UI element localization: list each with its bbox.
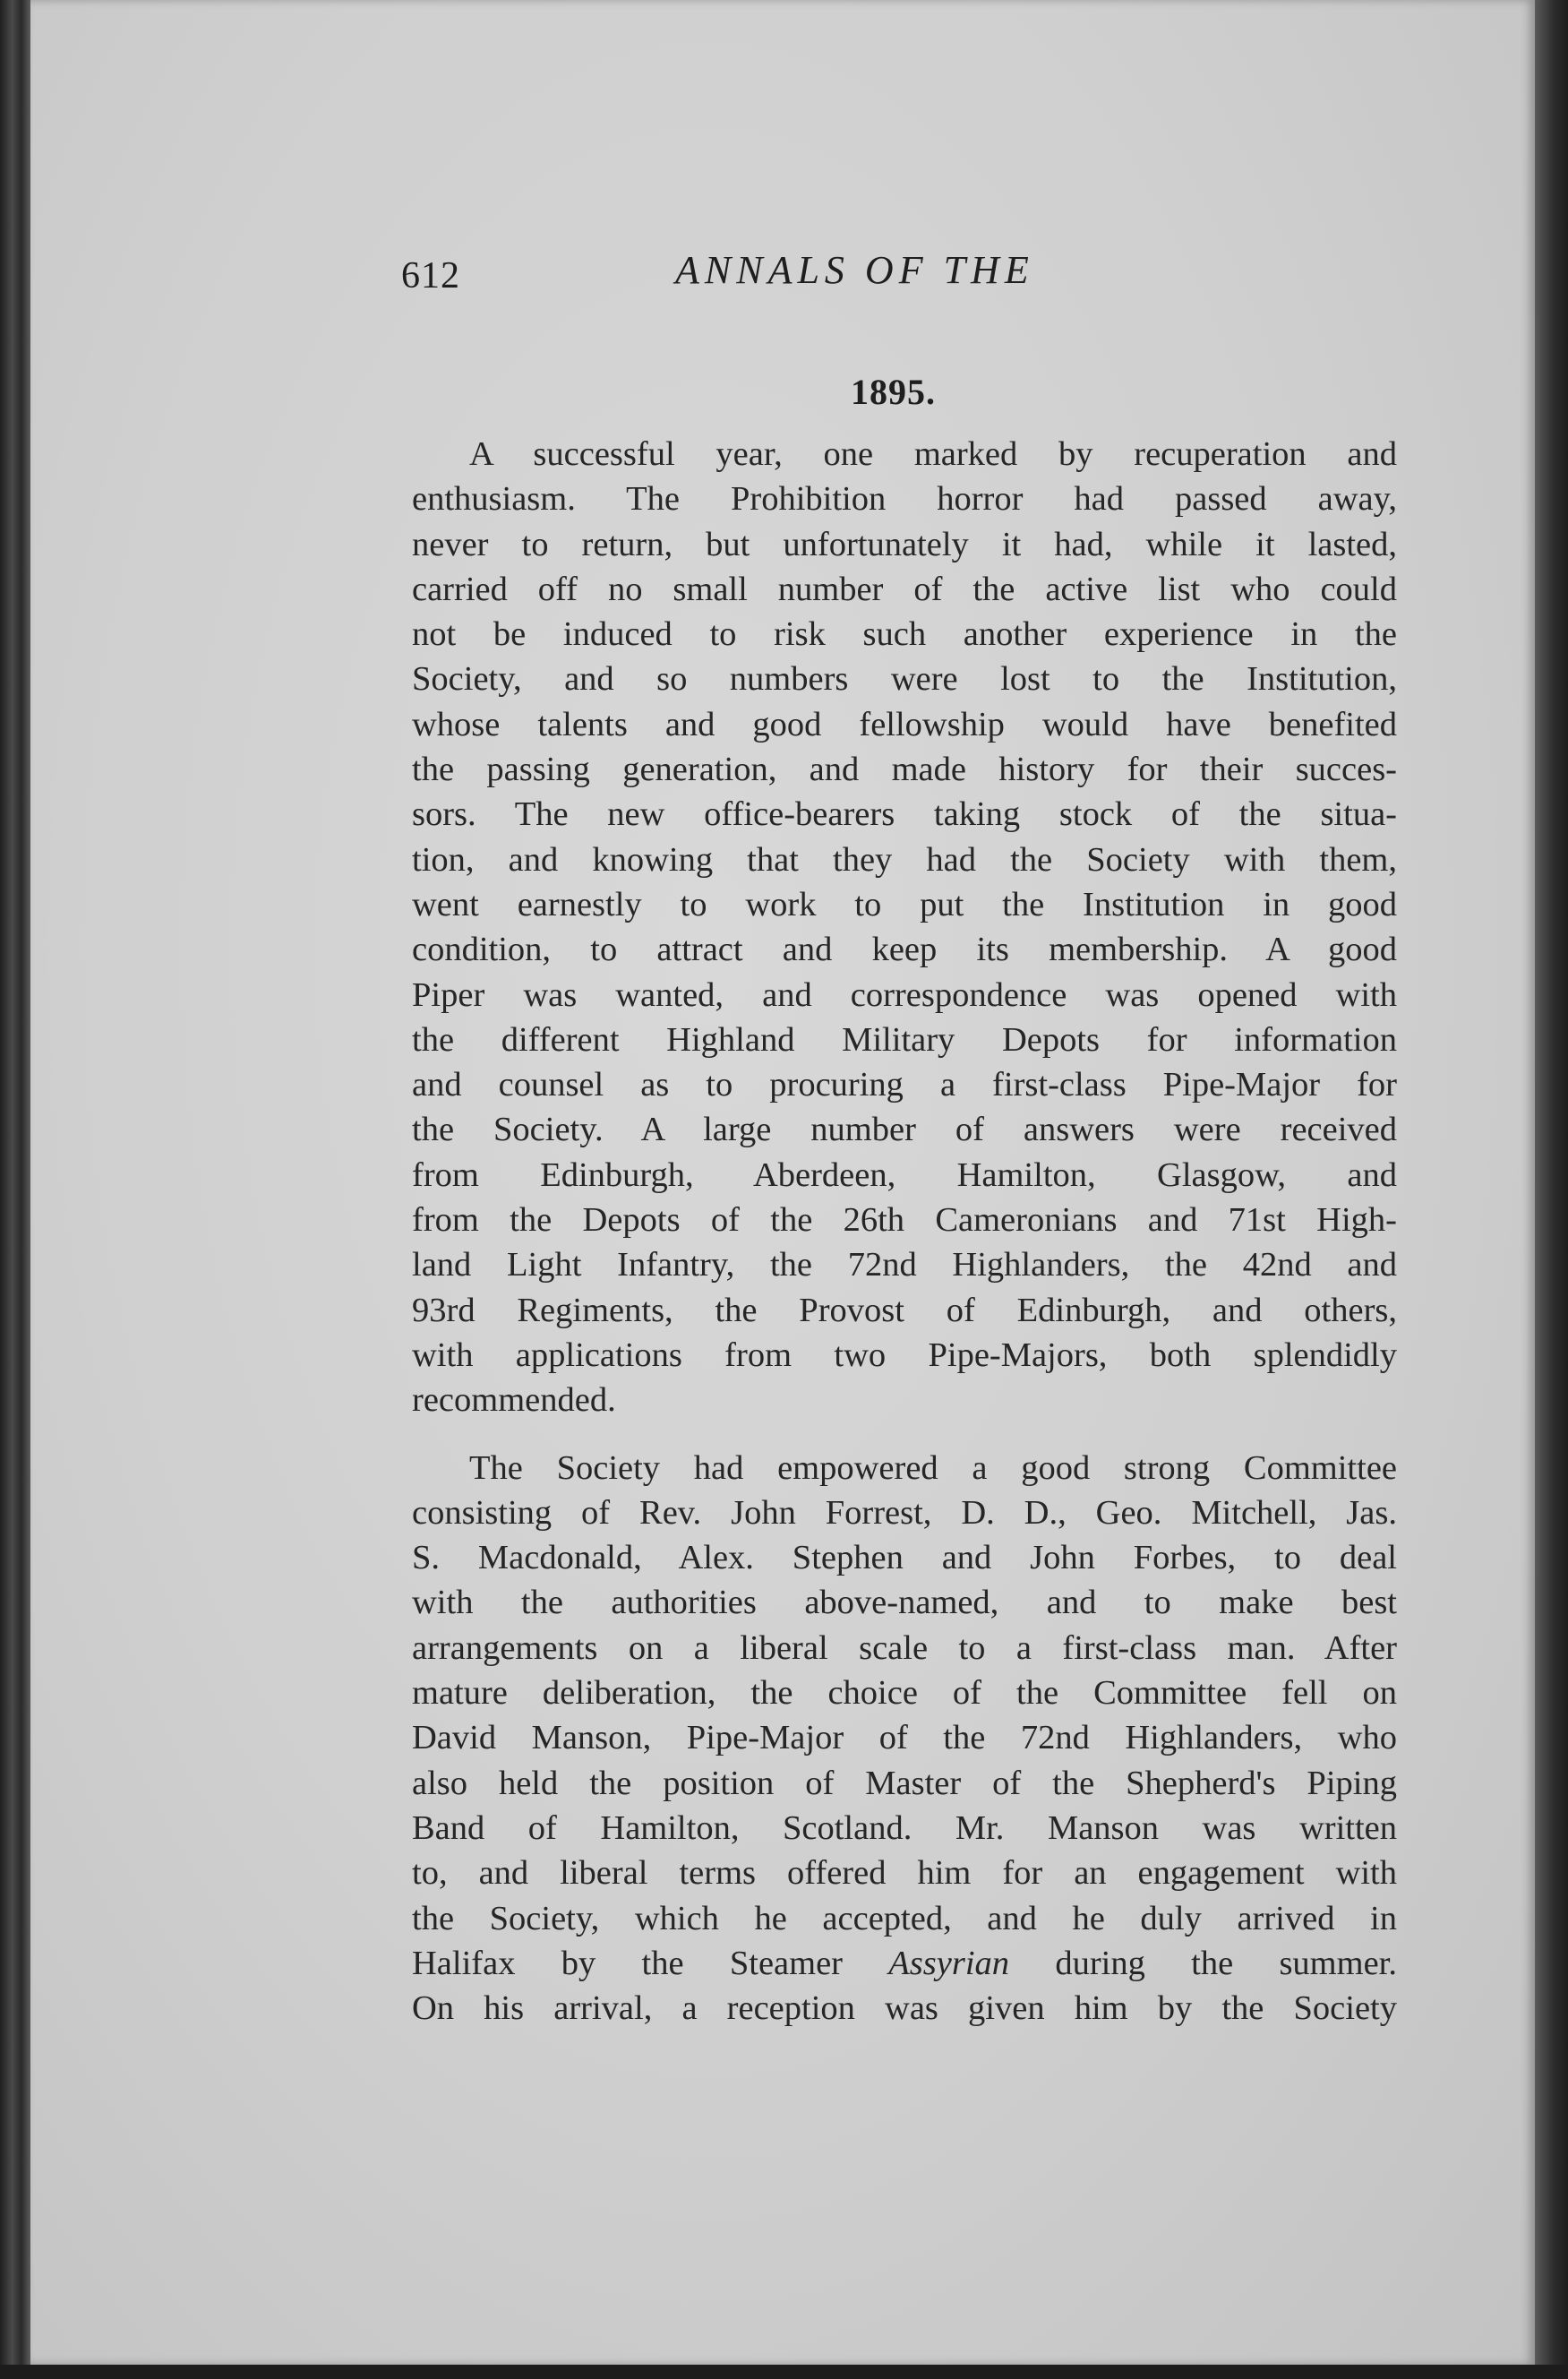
- text-line: arrangements on a liberal scale to a first-class man. After: [412, 1628, 1397, 1667]
- text-line: David Manson, Pipe-Major of the 72nd Highlanders, who: [412, 1719, 1397, 1757]
- text-line: sors. The new office-bearers taking stock of the situa-: [412, 795, 1397, 834]
- text-line: enthusiasm. The Prohibition horror had passed away,: [412, 480, 1397, 519]
- paragraph-1: [412, 432, 1397, 1423]
- page-right-edge: [1535, 0, 1568, 2379]
- text-line: the Society, which he accepted, and he duly arrived in: [412, 1899, 1397, 1937]
- text-line: from Edinburgh, Aberdeen, Hamilton, Glasgow, and: [412, 1155, 1397, 1194]
- text-line: tion, and knowing that they had the Society with them,: [412, 840, 1397, 879]
- text-line: the Society. A large number of answers were received: [412, 1111, 1397, 1149]
- text-line: with the authorities above-named, and to make best: [412, 1584, 1397, 1622]
- text-line: consisting of Rev. John Forrest, D. D., Geo. Mitchell, Jas.: [412, 1493, 1397, 1532]
- running-head: ANNALS OF THE: [675, 248, 1034, 292]
- text-line-with-ship-name: [412, 1941, 1397, 1986]
- text-line: 93rd Regiments, the Provost of Edinburgh, and others,: [412, 1291, 1397, 1329]
- text-line: whose talents and good fellowship would have benefited: [412, 705, 1397, 743]
- text-line: the passing generation, and made history for their succes-: [412, 751, 1397, 789]
- text-line: The Society had empowered a good strong Committee: [469, 1448, 1397, 1487]
- text-segment: during the summer.: [1009, 1944, 1397, 1982]
- page-number: 612: [401, 255, 460, 296]
- text-line: with applications from two Pipe-Majors, both splendidly: [412, 1336, 1397, 1374]
- text-line: and counsel as to procuring a first-class Pipe-Major for: [412, 1066, 1397, 1104]
- text-line: went earnestly to work to put the Institution in good: [412, 885, 1397, 923]
- paragraph-2: [412, 1446, 1397, 2031]
- ship-name: Assyrian: [888, 1944, 1010, 1982]
- text-line: from the Depots of the 26th Cameronians and 71st High-: [412, 1201, 1397, 1240]
- text-line: to, and liberal terms offered him for an engagement with: [412, 1854, 1397, 1893]
- text-line: Piper was wanted, and correspondence was opened with: [412, 975, 1397, 1014]
- body-text: [412, 432, 1397, 2031]
- text-line: land Light Infantry, the 72nd Highlanders, the 42nd and: [412, 1246, 1397, 1284]
- text-line: On his arrival, a reception was given him by the Society: [412, 1989, 1397, 2028]
- text-line: Band of Hamilton, Scotland. Mr. Manson was written: [412, 1808, 1397, 1847]
- page-bottom-edge: [0, 2365, 1568, 2379]
- book-binding-edge: [0, 0, 30, 2379]
- text-line: A successful year, one marked by recuperation and: [469, 435, 1397, 473]
- page-header: [401, 247, 1207, 310]
- section-year-heading: 1895.: [851, 372, 936, 412]
- text-line: condition, to attract and keep its membership. A good: [412, 931, 1397, 969]
- text-segment: Halifax by the Steamer: [412, 1944, 889, 1982]
- text-line: S. Macdonald, Alex. Stephen and John Forbes, to deal: [412, 1539, 1397, 1577]
- text-line: never to return, but unfortunately it had, while it lasted,: [412, 525, 1397, 563]
- text-line: recommended.: [412, 1381, 616, 1420]
- text-line: Society, and so numbers were lost to the Institution,: [412, 660, 1397, 699]
- text-line: also held the position of Master of the Shepherd's Piping: [412, 1764, 1397, 1802]
- text-line: not be induced to risk such another experience in the: [412, 615, 1397, 654]
- text-line: mature deliberation, the choice of the Committee fell on: [412, 1674, 1397, 1713]
- text-line: carried off no small number of the active list who could: [412, 570, 1397, 608]
- text-line: the different Highland Military Depots for information: [412, 1020, 1397, 1059]
